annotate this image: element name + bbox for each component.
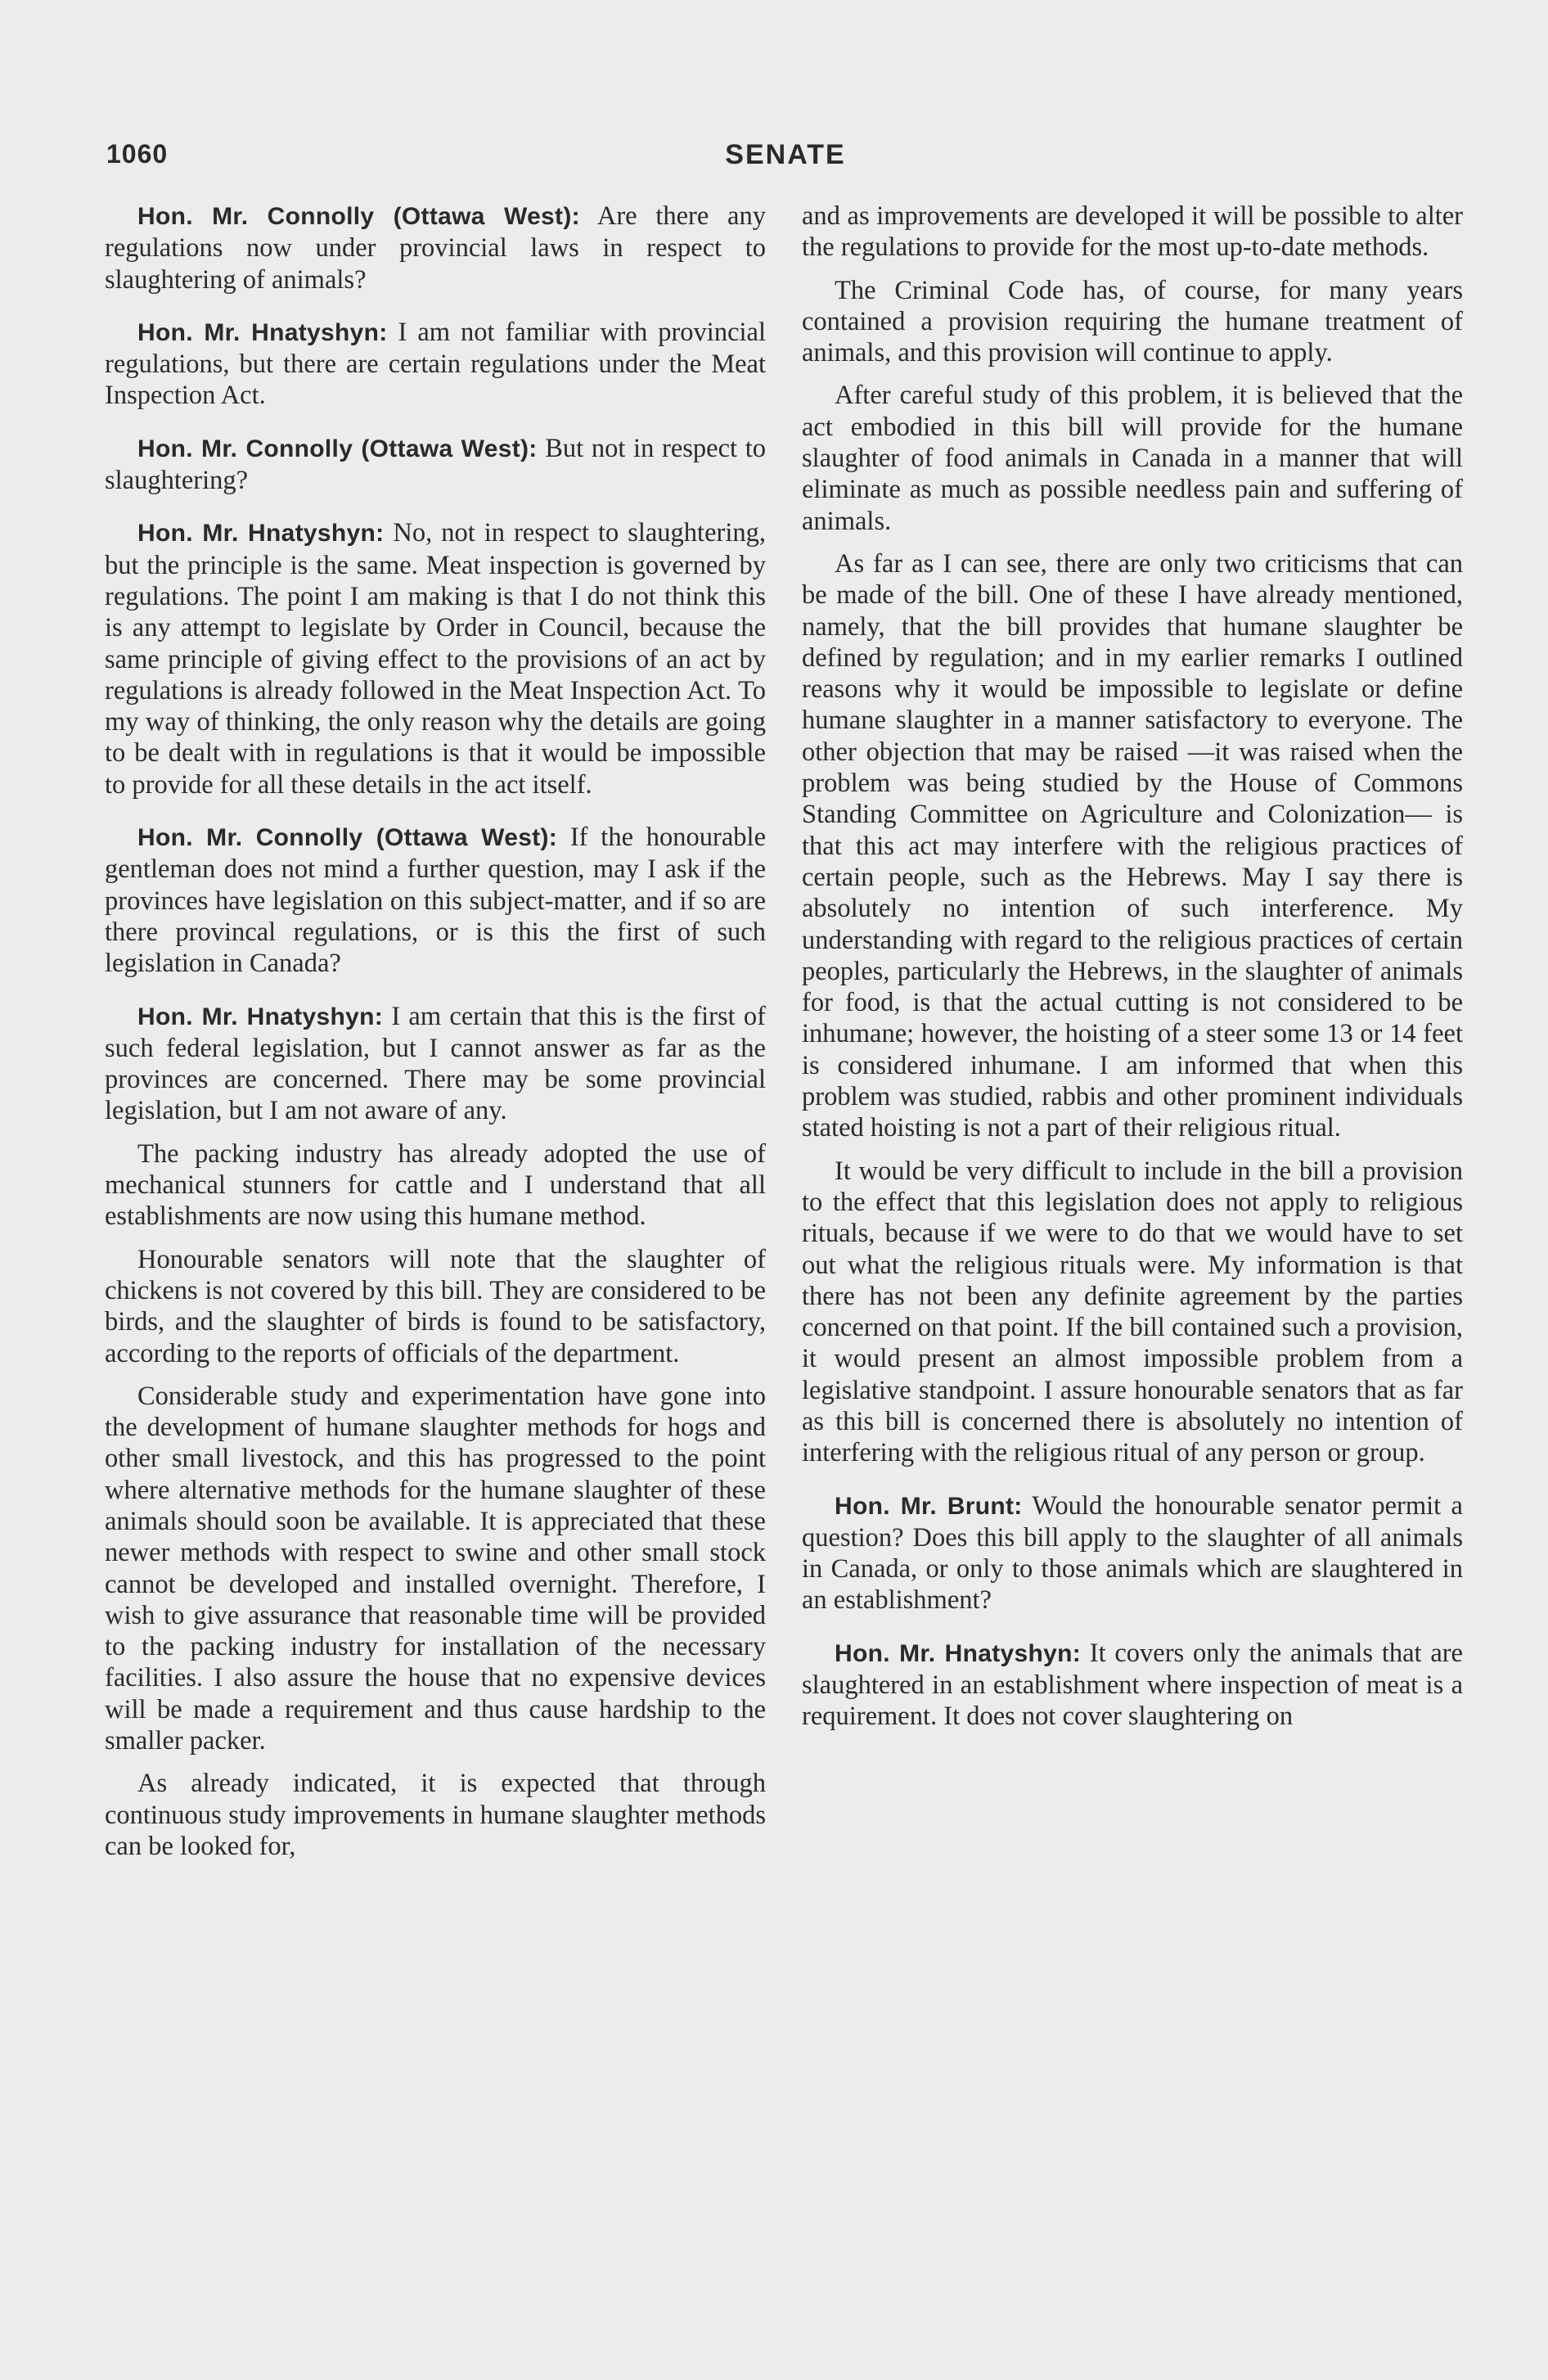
paragraph: As far as I can see, there are only two criticisms that can be made of the bill. One of these I have already mentioned, namely, that the bill provides that humane slaughter be defined by regulation; and in my earlier remarks I outlined reasons why it would be impossible to legislate or define humane slaughter in a manner satisfactory to everyone. The other objection that may be raised —it was raised when the problem was being studied by the House of Commons Standing Committee on Agriculture and Colonization— is that this act may interfere with the religious practices of certain people, such as the Hebrews. May I say there is absolutely no intention of such interference. My understanding with regard to the religious practices of certain peoples, particularly the Hebrews, in the slaughter of animals for food, is that the actual cutting is not considered to be inhumane; however, the hoisting of a steer some 13 or 14 feet is considered inhumane. I am informed that when this problem was studied, rabbis and other prominent individuals stated hoisting is not a part of their religious ritual.	[802, 548, 1463, 1143]
speaker-name: Hon. Mr. Hnatyshyn:	[835, 1639, 1081, 1667]
page-number: 1060	[106, 139, 169, 169]
paragraph	[105, 1001, 766, 1127]
paragraph: Honourable senators will note that the slaughter of chickens is not covered by this bill. They are considered to be birds, and the slaughter of birds is found to be satisfactory, according to the reports of officials of the department.	[105, 1244, 766, 1368]
paragraph	[105, 317, 766, 412]
paragraph-text: If the honourable gentleman does not mind a further question, may I ask if the provinces have legislation on this subject-matter, and if so are there provincal regulations, or is this the first of such legislation in Canada?	[105, 823, 766, 979]
speaker-name: Hon. Mr. Hnatyshyn:	[137, 1003, 384, 1030]
paragraph-text: But not in respect to slaughtering?	[105, 433, 766, 496]
speaker-name: Hon. Mr. Hnatyshyn:	[137, 318, 388, 346]
paragraph: Considerable study and experimentation have gone into the development of humane slaughter methods for hogs and other small livestock, and this has progressed to the point where alternative methods for the humane slaughter of these animals should soon be available. It is appreciated that these newer methods with respect to swine and other small stock cannot be developed and installed overnight. Therefore, I wish to give assurance that reasonable time will be provided to the packing industry for installation of the necessary facilities. I also assure the house that no expensive devices will be made a requirement and thus cause hardship to the smaller packer.	[105, 1381, 766, 1756]
speaker-name: Hon. Mr. Connolly (Ottawa West):	[137, 203, 580, 230]
paragraph: The packing industry has already adopted the use of mechanical stunners for cattle and I understand that all establishments are now using this humane method.	[105, 1138, 766, 1232]
text-columns	[105, 201, 1463, 2206]
paragraph-text: It covers only the animals that are slaughtered in an establishment where inspection of meat is a requirement. It does not cover slaughtering on	[802, 1638, 1463, 1732]
speaker-name: Hon. Mr. Brunt:	[835, 1492, 1023, 1520]
left-column	[105, 201, 766, 2206]
paragraph-text: Would the honourable senator permit a question? Does this bill apply to the slaughter of all animals in Canada, or only to those animals which are slaughtered in an establishment?	[802, 1490, 1463, 1616]
right-column	[802, 201, 1463, 2206]
paragraph	[105, 201, 766, 295]
paragraph	[105, 517, 766, 800]
paragraph	[105, 822, 766, 979]
paragraph-text: Are there any regulations now under provincial laws in respect to slaughtering of animals?	[105, 201, 766, 295]
running-head: SENATE	[725, 139, 846, 170]
paragraph: It would be very difficult to include in the bill a provision to the effect that this legislation does not apply to religious rituals, because if we were to do that we would have to set out what the religious rituals were. My information is that there has not been any definite agreement by the parties concerned on that point. If the bill contained such a provision, it would present an almost impossible problem from a legislative standpoint. I assure honourable senators that as far as this bill is concerned there is absolutely no intention of interfering with the religious ritual of any person or group.	[802, 1156, 1463, 1468]
page-header	[106, 139, 1465, 180]
paragraph: and as improvements are developed it will be possible to alter the regulations to provide for the most up-to-date methods.	[802, 201, 1463, 263]
paragraph: After careful study of this problem, it is believed that the act embodied in this bill will provide for the humane slaughter of food animals in Canada in a manner that will eliminate as much as possible needless pain and suffering of animals.	[802, 381, 1463, 536]
paragraph: As already indicated, it is expected that through continuous study improvements in humane slaughter methods can be looked for,	[105, 1769, 766, 1861]
speaker-name: Hon. Mr. Connolly (Ottawa West):	[137, 435, 538, 462]
paragraph	[105, 433, 766, 497]
speaker-name: Hon. Mr. Connolly (Ottawa West):	[137, 824, 558, 852]
paragraph-text: I am not familiar with provincial regulations, but there are certain regulations under the Meat Inspection Act.	[105, 317, 766, 411]
paragraph	[802, 1638, 1463, 1733]
paragraph: The Criminal Code has, of course, for many years contained a provision requiring the humane treatment of animals, and this provision will continue to apply.	[802, 275, 1463, 368]
paragraph-text: I am certain that this is the first of such federal legislation, but I cannot answer as far as the provinces are concerned. There may be some provincial legislation, but I am not aware of any.	[105, 1001, 766, 1126]
speaker-name: Hon. Mr. Hnatyshyn:	[137, 520, 385, 548]
paragraph	[802, 1490, 1463, 1616]
paragraph-text: No, not in respect to slaughtering, but the principle is the same. Meat inspection is governed by regulations. The point I am making is that I do not think this is any attempt to legislate by Order in Council, because the same principle of giving effect to the provisions of an act by regulations is already followed in the Meat Inspection Act. To my way of thinking, the only reason why the details are going to be dealt with in regulations is that it would be impossible to provide for all these details in the act itself.	[105, 518, 766, 800]
